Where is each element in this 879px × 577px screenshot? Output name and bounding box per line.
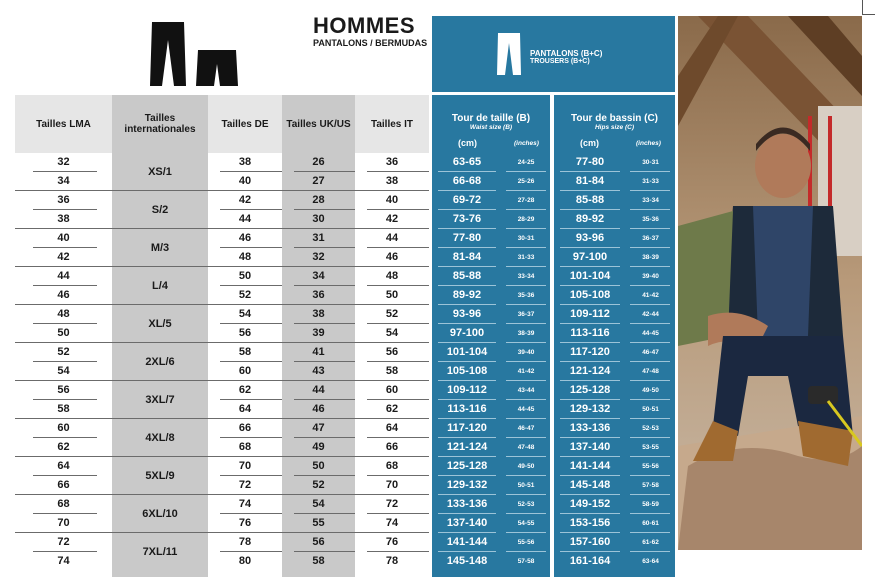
header-waist-cm: (cm) [458,138,478,148]
cell-lma: 72 [57,536,70,548]
cell-it: 62 [385,403,399,415]
cell-lma: 38 [57,213,70,225]
cell-hips-cm: 129-132 [569,403,611,415]
cell-lma: 50 [57,327,70,339]
cell-hips-in: 57-58 [642,482,659,489]
cell-lma: 74 [57,555,70,567]
page-subtitle: PANTALONS / BERMUDAS [313,38,428,48]
cell-lma: 70 [57,517,70,529]
cell-de: 68 [238,441,252,453]
cell-it: 52 [385,308,399,320]
table-row [15,419,675,438]
table-row [15,210,675,229]
cell-hips-in: 50-51 [642,406,659,413]
cell-it: 68 [385,460,399,472]
header-lma: Tailles LMA [15,95,112,153]
cell-waist-in: 28-29 [517,216,535,223]
cell-hips-in: 61-62 [642,539,659,546]
cell-waist-cm: 63-65 [452,156,482,168]
cell-waist-cm: 89-92 [452,289,482,301]
cell-de: 66 [238,422,252,434]
cell-lma: 62 [57,441,70,453]
cell-waist-cm: 105-108 [446,365,488,377]
cell-de: 44 [238,213,252,225]
cell-uk: 58 [312,555,325,567]
cell-hips-in: 35-36 [642,216,659,223]
cell-hips-cm: 93-96 [575,232,605,244]
cell-de: 50 [238,270,252,282]
cell-hips-in: 41-42 [642,292,659,299]
cell-lma: 58 [57,403,70,415]
cell-uk: 55 [312,517,325,529]
cell-hips-in: 60-61 [642,520,659,527]
cell-it: 44 [385,232,399,244]
cell-hips-in: 44-45 [642,330,659,337]
cell-lma: 36 [57,194,70,206]
cell-hips-in: 58-59 [642,501,659,508]
cell-waist-in: 38-39 [517,330,535,337]
cell-hips-cm: 97-100 [572,251,608,263]
table-row [15,248,675,267]
cell-hips-in: 38-39 [642,254,659,261]
cell-hips-in: 46-47 [642,349,659,356]
cell-waist-in: 49-50 [517,463,535,470]
header-intl-line2: internationales [124,124,196,135]
cell-hips-in: 55-56 [642,463,659,470]
cell-lma: 60 [57,422,70,434]
intl-size: XS/1 [148,166,172,178]
cell-hips-in: 53-55 [642,444,659,451]
intl-size: L/4 [152,280,168,292]
worker-photo [678,16,862,550]
cell-lma: 52 [57,346,70,358]
intl-size: 5XL/9 [145,470,175,482]
cell-hips-in: 47-48 [642,368,659,375]
cell-uk: 32 [312,251,325,263]
cell-waist-in: 54-55 [517,520,535,527]
table-row [15,438,675,457]
cell-it: 76 [385,536,399,548]
cell-waist-in: 52-53 [517,501,535,508]
cell-hips-cm: 81-84 [575,175,605,187]
cell-lma: 56 [57,384,70,396]
cell-uk: 44 [312,384,325,396]
cell-waist-in: 36-37 [517,311,535,318]
table-row [15,172,675,191]
cell-de: 48 [238,251,252,263]
cell-de: 80 [238,555,252,567]
table-row [15,305,675,324]
cell-waist-in: 44-45 [517,406,535,413]
cell-it: 70 [385,479,399,491]
cell-it: 72 [385,498,399,510]
intl-size: M/3 [150,242,170,254]
header-waist-in: (inches) [514,140,539,147]
table-row [15,533,675,552]
cell-hips-cm: 117-120 [570,346,610,358]
cell-de: 58 [238,346,252,358]
cell-de: 40 [238,175,252,187]
cell-lma: 44 [57,270,70,282]
cell-waist-cm: 125-128 [446,460,488,472]
cell-de: 76 [238,517,252,529]
cell-de: 78 [238,536,252,548]
table-row [15,343,675,362]
intl-size: 6XL/10 [142,508,178,520]
garment-pictograms [140,20,250,90]
cell-hips-cm: 133-136 [569,422,611,434]
cell-lma: 48 [57,308,70,320]
table-row [15,495,675,514]
cell-lma: 34 [57,175,70,187]
trousers-icon [150,22,186,86]
cell-de: 54 [238,308,252,320]
cell-waist-in: 33-34 [517,273,535,280]
cell-waist-cm: 121-124 [446,441,488,453]
cell-it: 48 [385,270,399,282]
cell-waist-in: 41-42 [517,368,535,375]
cell-waist-cm: 109-112 [447,384,487,396]
cell-it: 58 [385,365,399,377]
cell-lma: 40 [57,232,70,244]
table-row [15,153,675,172]
intl-size: 7XL/11 [142,546,178,558]
trousers-label-fr: PANTALONS (B+C) [530,49,603,58]
cell-hips-cm: 85-88 [575,194,605,206]
cell-waist-cm: 93-96 [452,308,482,320]
cell-it: 46 [385,251,399,263]
cell-hips-in: 63-64 [642,558,659,565]
table-row [15,514,675,533]
cell-uk: 31 [312,232,325,244]
intl-size: 2XL/6 [145,356,175,368]
cell-uk: 38 [312,308,325,320]
cell-uk: 28 [312,194,325,206]
cell-waist-in: 39-40 [517,349,535,356]
trousers-header-block [432,16,675,92]
cell-de: 74 [238,498,252,510]
cell-hips-in: 49-50 [642,387,659,394]
cell-de: 52 [238,289,252,301]
header-intl-line1: Tailles [144,113,176,124]
header-intl [112,95,208,153]
cell-waist-cm: 85-88 [452,270,482,282]
cell-it: 60 [385,384,399,396]
cell-de: 46 [238,232,252,244]
cell-waist-cm: 133-136 [446,498,488,510]
cell-waist-in: 57-58 [517,558,535,565]
cell-uk: 50 [312,460,325,472]
cell-hips-in: 36-37 [642,235,659,242]
cell-waist-cm: 69-72 [452,194,482,206]
cell-de: 70 [238,460,252,472]
cell-it: 56 [385,346,399,358]
cell-it: 42 [385,213,399,225]
header-hips-in: (inches) [636,140,661,147]
header-waist-sub: Waist size (B) [469,124,513,131]
table-row [15,362,675,381]
cell-hips-cm: 109-112 [570,308,610,320]
header-de: Tailles DE [208,95,282,153]
header-hips-title: Tour de bassin (C) [570,113,659,124]
cell-waist-cm: 77-80 [452,232,482,244]
cell-uk: 26 [312,156,325,168]
cell-waist-cm: 137-140 [446,517,488,529]
cell-lma: 68 [57,498,70,510]
cell-it: 38 [385,175,399,187]
table-row [15,324,675,343]
cell-hips-in: 33-34 [642,197,659,204]
cell-hips-cm: 153-156 [569,517,611,529]
cell-hips-cm: 157-160 [569,536,611,548]
intl-size: S/2 [151,204,169,216]
table-row [15,400,675,419]
cell-uk: 47 [312,422,325,434]
cell-uk: 56 [312,536,325,548]
cell-waist-in: 27-28 [517,197,535,204]
page-heading [313,14,427,49]
header-hips [554,95,675,153]
cell-waist-cm: 141-144 [446,536,488,548]
cell-waist-cm: 145-148 [446,555,488,567]
cell-uk: 43 [312,365,325,377]
cell-hips-cm: 113-116 [570,327,610,339]
cell-it: 40 [385,194,399,206]
cell-uk: 27 [312,175,325,187]
cell-hips-cm: 125-128 [569,384,611,396]
header-hips-cm: (cm) [580,138,600,148]
cell-uk: 54 [312,498,325,510]
cell-hips-in: 42-44 [642,311,659,318]
cell-it: 66 [385,441,399,453]
cell-lma: 46 [57,289,70,301]
cell-hips-cm: 137-140 [569,441,611,453]
cell-waist-in: 25-26 [517,178,535,185]
table-row [15,552,675,571]
cell-waist-in: 50-51 [517,482,535,489]
page-title: HOMMES [313,13,415,38]
cell-waist-in: 31-33 [517,254,535,261]
cell-uk: 39 [312,327,325,339]
intl-size: 4XL/8 [145,432,175,444]
header-hips-sub: Hips size (C) [594,124,634,131]
cell-waist-in: 43-44 [517,387,535,394]
header-it: Tailles IT [355,95,429,153]
cell-hips-cm: 89-92 [575,213,605,225]
cell-waist-in: 46-47 [517,425,535,432]
cell-de: 60 [238,365,252,377]
cell-de: 62 [238,384,252,396]
table-row [15,476,675,495]
cell-waist-cm: 117-120 [447,422,487,434]
cell-waist-cm: 66-68 [452,175,482,187]
table-row [15,191,675,210]
header-waist-title: Tour de taille (B) [451,113,531,124]
cell-de: 42 [238,194,252,206]
trousers-label-en: TROUSERS (B+C) [530,58,590,65]
cell-lma: 64 [57,460,70,472]
cell-uk: 41 [312,346,325,358]
intl-size: XL/5 [148,318,172,330]
cell-hips-cm: 121-124 [569,365,611,377]
cell-hips-cm: 77-80 [575,156,605,168]
cell-it: 78 [385,555,399,567]
cell-hips-cm: 161-164 [569,555,611,567]
cell-lma: 42 [57,251,70,263]
cell-de: 56 [238,327,252,339]
table-row [15,457,675,476]
cell-hips-cm: 105-108 [569,289,611,301]
header-waist [432,95,550,153]
cell-hips-cm: 101-104 [569,270,611,282]
cell-waist-in: 55-56 [517,539,535,546]
cell-de: 64 [238,403,252,415]
cell-it: 50 [385,289,399,301]
cell-lma: 66 [57,479,70,491]
cell-waist-in: 47-48 [517,444,535,451]
table-row [15,286,675,305]
cell-uk: 34 [312,270,325,282]
cell-waist-in: 30-31 [517,235,535,242]
cell-it: 74 [385,517,399,529]
cell-uk: 46 [312,403,325,415]
cell-de: 72 [238,479,252,491]
cell-uk: 52 [312,479,325,491]
cell-uk: 36 [312,289,325,301]
cell-hips-cm: 145-148 [569,479,611,491]
cell-it: 64 [385,422,399,434]
cell-lma: 32 [57,156,70,168]
trousers-white-icon [496,31,522,77]
cell-waist-in: 24-25 [517,159,535,166]
cell-hips-in: 30-31 [642,159,659,166]
cell-waist-in: 35-36 [517,292,535,299]
cell-hips-in: 52-53 [642,425,659,432]
cell-de: 38 [238,156,252,168]
cell-waist-cm: 129-132 [446,479,488,491]
cell-waist-cm: 73-76 [452,213,482,225]
cell-hips-cm: 141-144 [569,460,611,472]
cell-uk: 30 [312,213,325,225]
table-row [15,229,675,248]
cell-hips-in: 39-40 [642,273,659,280]
header-uk: Tailles UK/US [282,95,355,153]
cell-waist-cm: 97-100 [449,327,485,339]
cell-waist-cm: 81-84 [452,251,482,263]
cell-hips-in: 31-33 [642,178,659,185]
corner-mark [862,0,875,15]
cell-it: 54 [385,327,399,339]
table-row [15,381,675,400]
shorts-icon [196,50,238,86]
cell-waist-cm: 101-104 [446,346,488,358]
cell-waist-cm: 113-116 [447,403,487,415]
cell-uk: 49 [312,441,325,453]
cell-hips-cm: 149-152 [569,498,611,510]
cell-it: 36 [385,156,399,168]
cell-lma: 54 [57,365,70,377]
intl-size: 3XL/7 [145,394,175,406]
table-row [15,267,675,286]
